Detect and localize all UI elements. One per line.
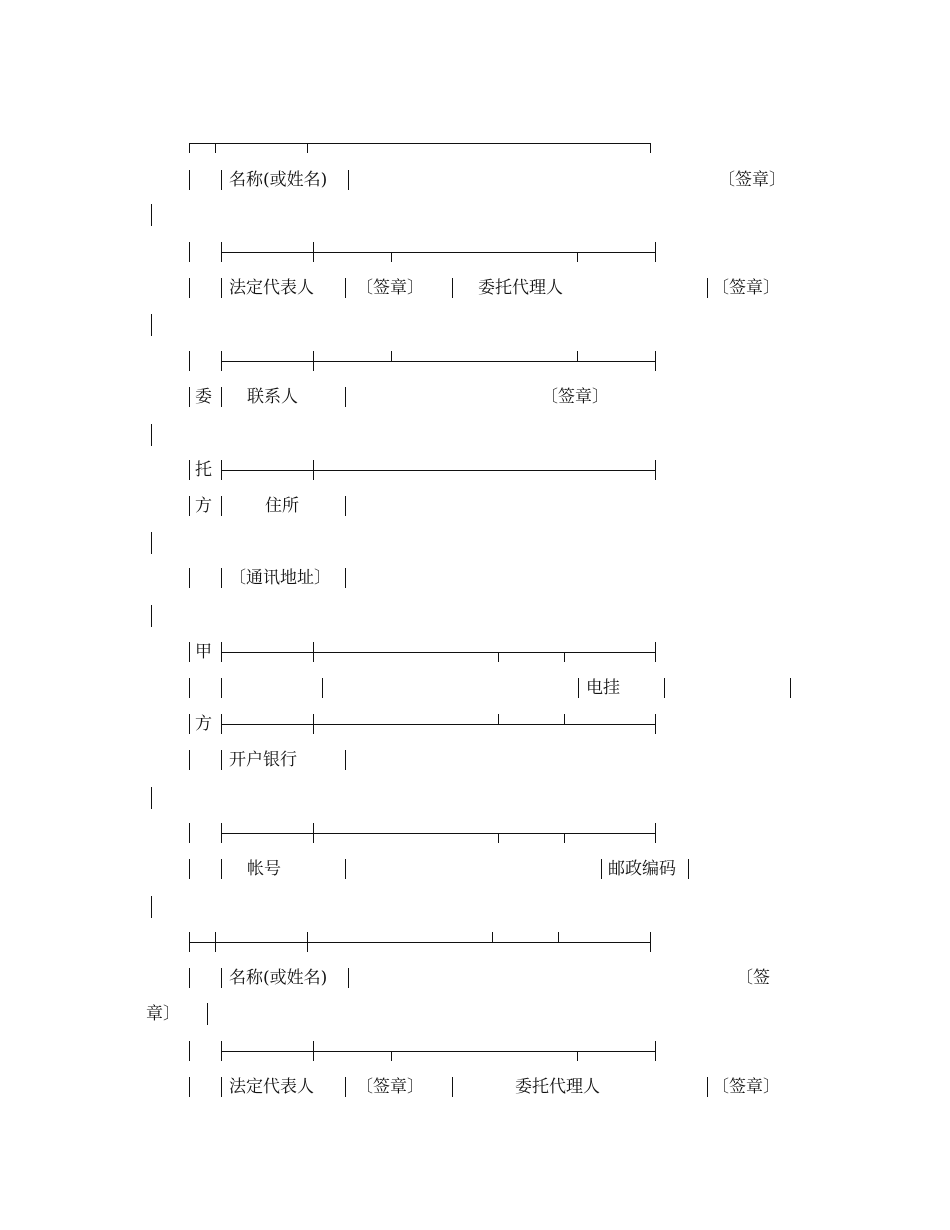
party-a-legal-rep-seal: 〔签章〕	[356, 278, 424, 298]
table-rule	[221, 678, 222, 698]
table-rule	[313, 242, 314, 262]
table-rule	[790, 678, 791, 698]
table-rule	[345, 387, 346, 407]
table-rule	[189, 1077, 190, 1097]
table-rule	[221, 833, 656, 834]
party-a-agent-label: 委托代理人	[478, 278, 563, 298]
table-rule	[189, 143, 190, 153]
table-rule	[151, 605, 152, 627]
party-a-account-label: 帐号	[247, 859, 281, 879]
table-rule	[498, 833, 499, 843]
table-rule	[221, 968, 222, 988]
table-rule	[189, 143, 651, 144]
table-rule	[391, 351, 392, 361]
table-rule	[221, 252, 656, 253]
table-rule	[221, 1051, 656, 1052]
table-rule	[221, 470, 656, 471]
party-a-side-char: 委	[195, 387, 212, 407]
table-rule	[221, 859, 222, 879]
table-rule	[452, 1077, 453, 1097]
party-b-name-label: 名称(或姓名)	[229, 968, 328, 988]
table-rule	[564, 652, 565, 662]
table-rule	[345, 568, 346, 588]
table-rule	[189, 823, 190, 843]
party-b-agent-seal: 〔签章〕	[712, 1077, 780, 1097]
party-a-contact-seal: 〔签章〕	[541, 387, 609, 407]
table-rule	[655, 460, 656, 480]
table-rule	[151, 896, 152, 918]
table-rule	[313, 714, 314, 734]
table-rule	[189, 942, 651, 943]
table-rule	[189, 387, 190, 407]
table-rule	[578, 678, 579, 698]
table-rule	[189, 678, 190, 698]
table-rule	[655, 823, 656, 843]
table-rule	[650, 143, 651, 153]
table-rule	[221, 387, 222, 407]
table-rule	[221, 170, 222, 190]
table-rule	[577, 351, 578, 361]
table-rule	[345, 1077, 346, 1097]
table-rule	[655, 714, 656, 734]
table-rule	[189, 496, 190, 516]
table-rule	[151, 424, 152, 446]
table-rule	[577, 1051, 578, 1061]
table-rule	[452, 278, 453, 298]
table-rule	[707, 1077, 708, 1097]
table-rule	[564, 833, 565, 843]
table-rule	[189, 351, 190, 371]
table-rule	[189, 642, 190, 662]
table-rule	[189, 170, 190, 190]
table-rule	[307, 932, 308, 952]
table-rule	[215, 143, 216, 153]
table-rule	[313, 351, 314, 371]
table-rule	[189, 750, 190, 770]
party-b-legal-rep-label: 法定代表人	[229, 1077, 314, 1097]
table-rule	[688, 859, 689, 879]
table-rule	[348, 968, 349, 988]
table-rule	[313, 823, 314, 843]
party-a-postal-code-label: 邮政编码	[608, 859, 676, 879]
table-rule	[189, 242, 190, 262]
table-rule	[345, 859, 346, 879]
table-rule	[313, 642, 314, 662]
party-a-side-char: 甲	[195, 642, 212, 662]
party-a-name-label: 名称(或姓名)	[229, 170, 328, 190]
table-rule	[221, 568, 222, 588]
table-rule	[391, 1051, 392, 1061]
table-rule	[391, 252, 392, 262]
table-rule	[345, 750, 346, 770]
table-rule	[558, 932, 559, 942]
table-rule	[650, 932, 651, 952]
table-rule	[498, 652, 499, 662]
table-rule	[655, 351, 656, 371]
party-a-address-label: 住所	[265, 496, 299, 516]
party-a-mail-address-label: 〔通讯地址〕	[229, 568, 331, 588]
table-rule	[322, 678, 323, 698]
table-rule	[189, 460, 190, 480]
table-rule	[655, 642, 656, 662]
table-rule	[664, 678, 665, 698]
table-rule	[492, 932, 493, 942]
table-rule	[345, 496, 346, 516]
table-rule	[189, 278, 190, 298]
table-rule	[307, 143, 308, 153]
table-rule	[313, 1041, 314, 1061]
table-rule	[189, 859, 190, 879]
party-a-contact-label: 联系人	[247, 387, 298, 407]
party-a-cable-label: 电挂	[586, 678, 620, 698]
party-a-legal-rep-label: 法定代表人	[229, 278, 314, 298]
table-rule	[221, 652, 656, 653]
table-rule	[601, 859, 602, 879]
party-b-agent-label: 委托代理人	[515, 1077, 600, 1097]
party-a-bank-label: 开户银行	[229, 750, 297, 770]
table-rule	[221, 361, 656, 362]
table-rule	[577, 252, 578, 262]
table-rule	[655, 1041, 656, 1061]
party-b-name-seal-end: 章〕	[146, 1004, 180, 1024]
table-rule	[151, 787, 152, 809]
table-rule	[313, 460, 314, 480]
party-a-side-char: 方	[195, 496, 212, 516]
table-rule	[189, 968, 190, 988]
party-a-agent-seal: 〔签章〕	[712, 278, 780, 298]
party-a-side-char: 方	[195, 714, 212, 734]
table-rule	[151, 314, 152, 336]
table-rule	[207, 1003, 208, 1025]
party-a-name-seal: 〔签章〕	[718, 170, 786, 190]
table-rule	[655, 242, 656, 262]
table-rule	[221, 278, 222, 298]
party-a-side-char: 托	[195, 460, 212, 480]
table-rule	[221, 724, 656, 725]
table-rule	[498, 714, 499, 724]
table-rule	[348, 170, 349, 190]
table-rule	[707, 278, 708, 298]
table-rule	[151, 532, 152, 554]
party-b-legal-rep-seal: 〔签章〕	[356, 1077, 424, 1097]
table-rule	[221, 496, 222, 516]
table-rule	[345, 278, 346, 298]
table-rule	[189, 568, 190, 588]
table-rule	[564, 714, 565, 724]
table-rule	[221, 1077, 222, 1097]
party-b-name-seal-start: 〔签	[736, 968, 770, 988]
table-rule	[221, 750, 222, 770]
table-rule	[189, 1041, 190, 1061]
table-rule	[189, 714, 190, 734]
table-rule	[151, 204, 152, 226]
